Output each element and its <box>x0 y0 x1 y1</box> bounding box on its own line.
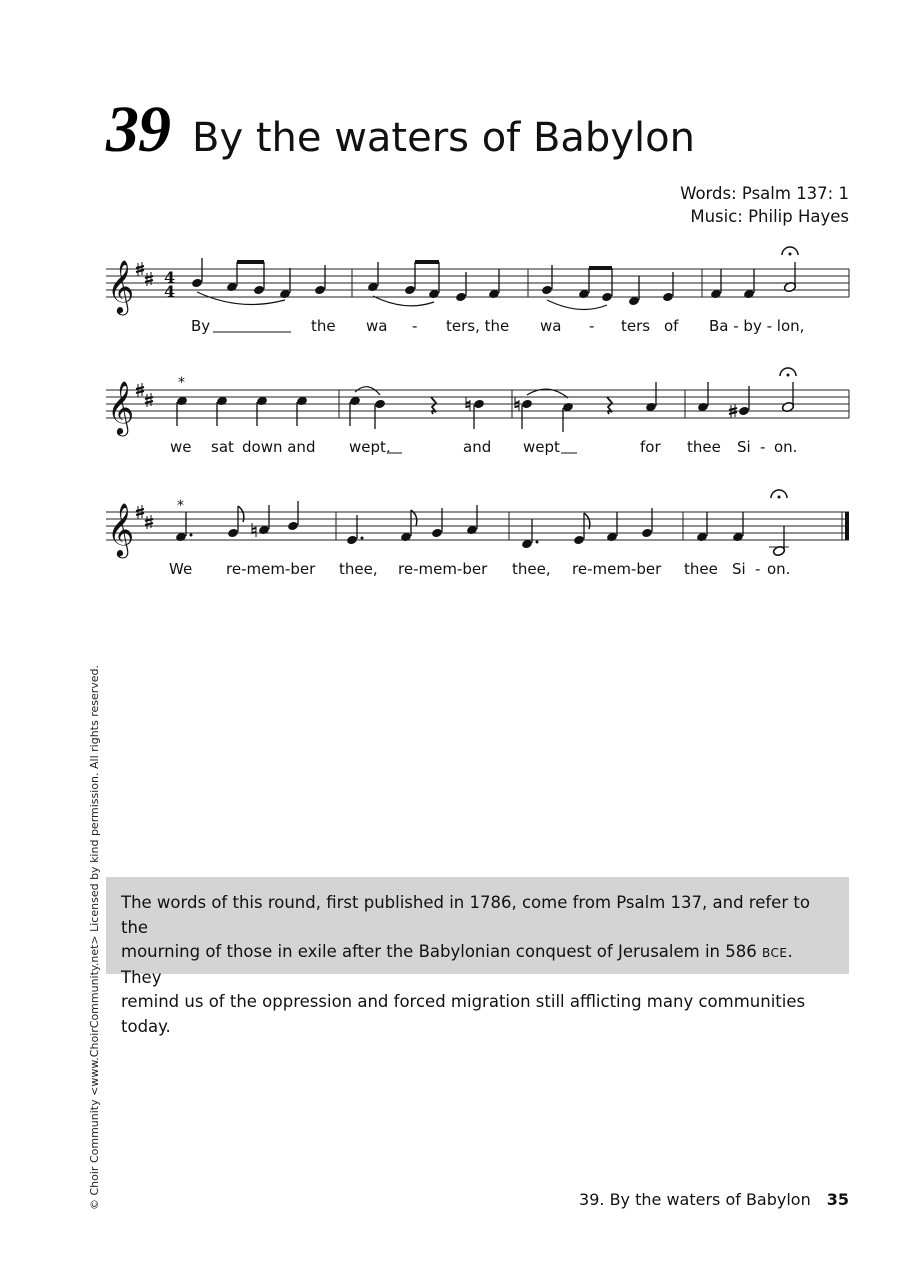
svg-text:we: we <box>170 438 192 456</box>
fermata-icon <box>780 368 796 377</box>
svg-text:the: the <box>311 317 336 335</box>
svg-text:By: By <box>191 317 211 335</box>
svg-text:for: for <box>640 438 661 456</box>
svg-text:-: - <box>760 438 766 456</box>
time-sig-bottom: 4 <box>164 282 176 301</box>
svg-text:-: - <box>412 317 418 335</box>
svg-text:-: - <box>755 560 761 578</box>
words-credit: Words: Psalm 137: 1 <box>680 184 849 203</box>
svg-text:down and: down and <box>242 438 316 456</box>
treble-clef-icon: 𝄞 <box>107 502 135 556</box>
hymn-number: 39 <box>106 93 170 166</box>
natural-icon <box>252 523 256 537</box>
svg-text:ters, the: ters, the <box>446 317 510 335</box>
svg-text:re-mem-ber: re-mem-ber <box>572 560 662 578</box>
round-entry-marker-3: * <box>177 498 184 514</box>
fermata-icon <box>771 490 787 499</box>
page-footer <box>579 1190 849 1209</box>
note-line-2: mourning of those in exile after the Babylonian conquest of Jerusalem in 586 BCE. They <box>121 942 793 987</box>
svg-text:wept: wept <box>523 438 560 456</box>
staff-system-2 <box>106 368 849 436</box>
sharp-icon <box>145 515 153 529</box>
svg-text:We: We <box>169 560 193 578</box>
note-line-3: remind us of the oppression and forced migration still afflicting many communities today. <box>121 992 806 1036</box>
copyright-notice: © Choir Community <www.ChoirCommunity.net> Licensed by kind permission. All rights reserved. <box>88 664 101 1210</box>
running-title: 39. By the waters of Babylon <box>579 1190 811 1209</box>
svg-text:thee,: thee, <box>339 560 378 578</box>
svg-text:re-mem-ber: re-mem-ber <box>226 560 316 578</box>
svg-text:wa: wa <box>540 317 562 335</box>
svg-text:on.: on. <box>767 560 791 578</box>
svg-text:ters: ters <box>621 317 651 335</box>
lyrics-line-3 <box>169 560 790 578</box>
hymn-notes-box <box>106 877 849 1036</box>
lyrics-line-2 <box>170 438 797 456</box>
round-entry-marker-2: * <box>178 375 185 391</box>
fermata-icon <box>782 247 798 256</box>
svg-text:-: - <box>589 317 595 335</box>
quarter-rest-icon <box>607 397 612 414</box>
svg-text:re-mem-ber: re-mem-ber <box>398 560 488 578</box>
svg-text:thee: thee <box>684 560 718 578</box>
lyrics-line-1 <box>191 317 804 335</box>
svg-text:sat: sat <box>211 438 234 456</box>
note-line-1: The words of this round, first published in 1786, come from Psalm 137, and refer to the <box>121 893 810 937</box>
time-sig-top: 4 <box>164 268 176 287</box>
treble-clef-icon: 𝄞 <box>107 380 135 434</box>
era-abbrev: BCE <box>762 946 788 960</box>
hymn-title: By the waters of Babylon <box>192 115 695 161</box>
svg-text:of: of <box>664 317 679 335</box>
page-number: 35 <box>826 1190 849 1209</box>
svg-text:thee: thee <box>687 438 721 456</box>
svg-text:thee,: thee, <box>512 560 551 578</box>
svg-text:Si: Si <box>737 438 751 456</box>
svg-text:and: and <box>463 438 492 456</box>
quarter-rest-icon <box>431 397 436 414</box>
treble-clef-icon: 𝄞 <box>107 259 135 313</box>
staff-system-3 <box>106 490 849 558</box>
music-credit: Music: Philip Hayes <box>690 207 849 226</box>
svg-text:wept,: wept, <box>349 438 391 456</box>
svg-text:Si: Si <box>732 560 746 578</box>
sharp-icon <box>145 272 153 286</box>
svg-text:wa: wa <box>366 317 388 335</box>
final-barline <box>845 512 849 540</box>
svg-text:Ba - by - lon,: Ba - by - lon, <box>709 317 805 335</box>
music-score <box>0 0 900 620</box>
svg-text:on.: on. <box>774 438 798 456</box>
sharp-icon <box>145 393 153 407</box>
staff-system-1 <box>106 247 849 315</box>
